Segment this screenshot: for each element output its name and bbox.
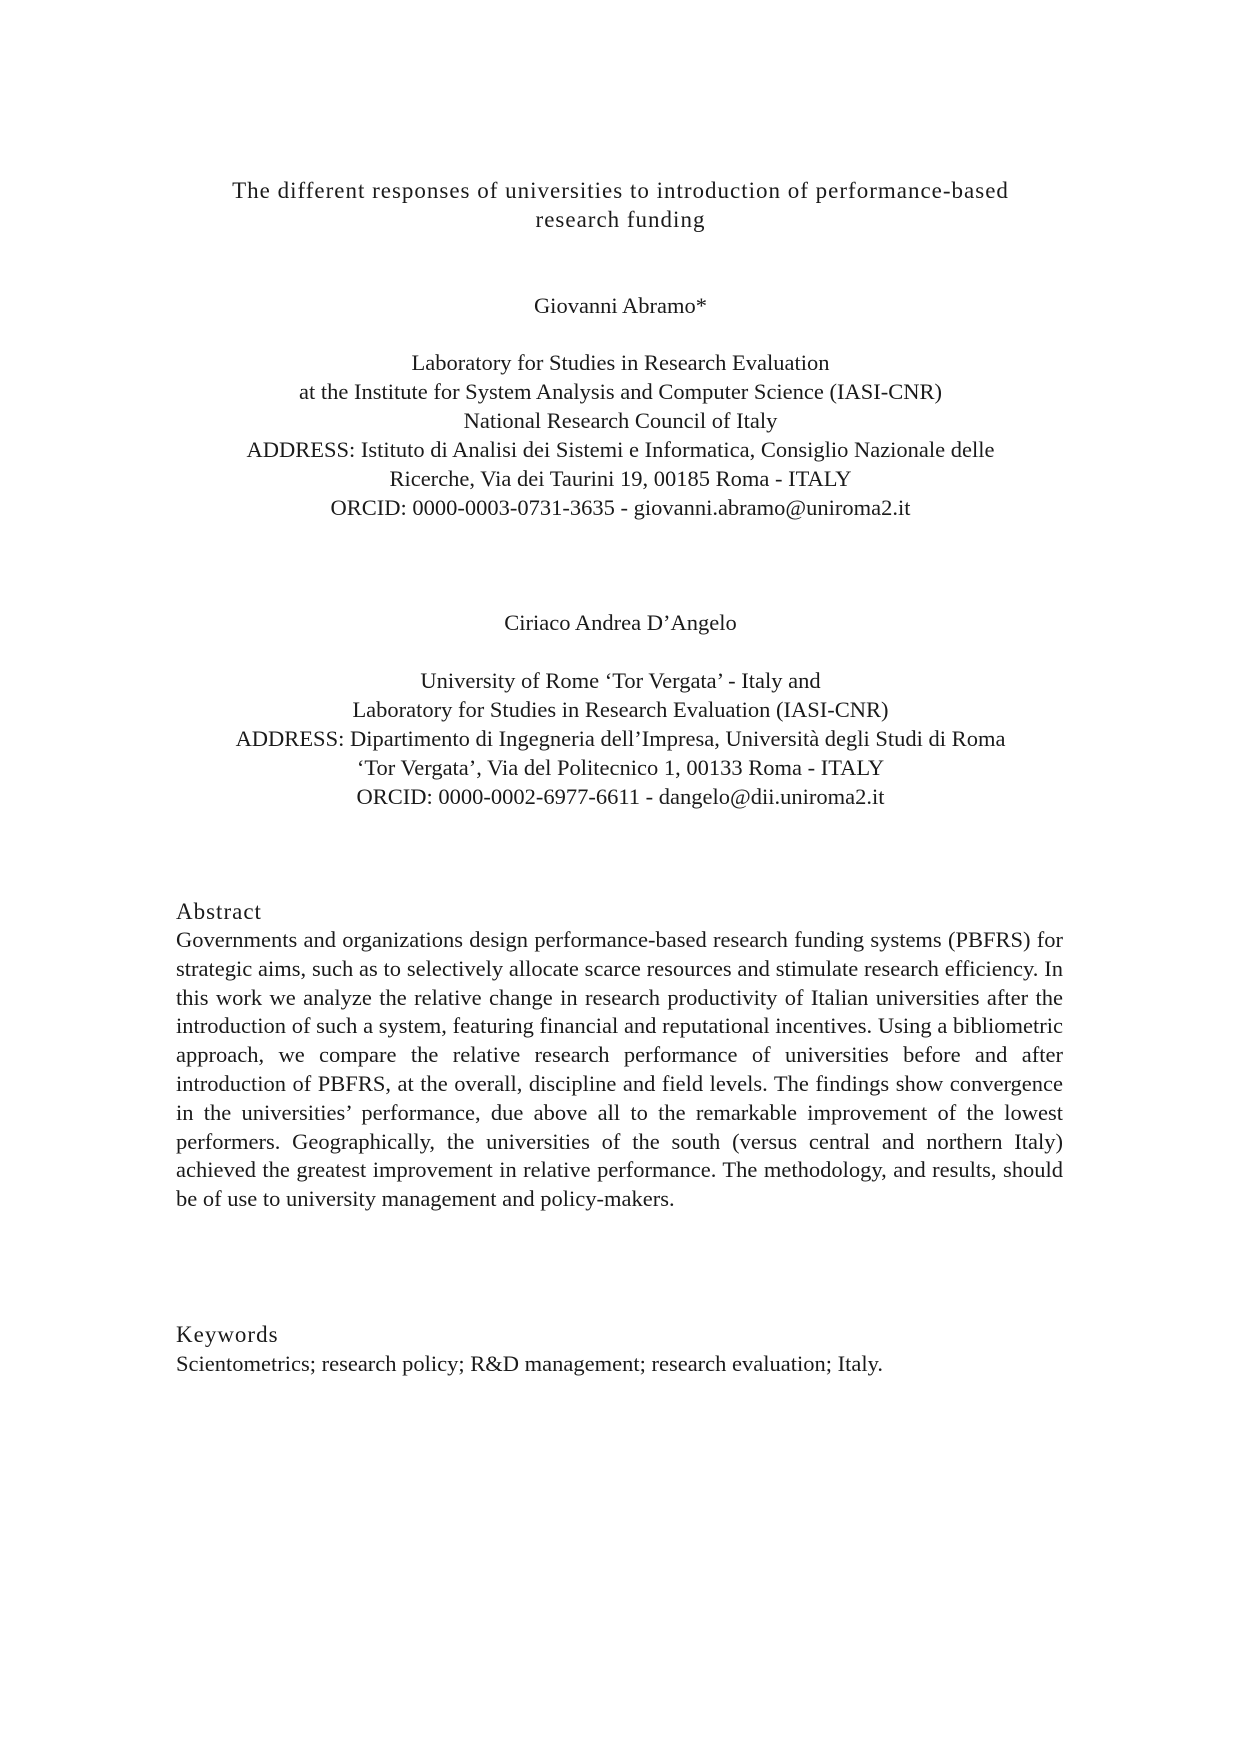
abstract-text: Governments and organizations design performance-based research funding systems (PBFRS) for strategic aims, such as to selectively allocate scarce resources and stimulate research efficiency. In this work we analyze the relative change in research productivity of Italian universities after the introduction of such a system, featuring financial and reputational incentives. Using a bibliometric approach, we compare the relative research performance of universities before and after introduction of PBFRS, at the overall, discipline and field levels. The findings show convergence in the universities’ performance, due above all to the remarkable improvement of the lowest performers. Geographically, the universities of the south (versus central and northern Italy) achieved the greatest improvement in relative performance. The methodology, and results, should be of use to university management and policy-makers. (176, 927, 1063, 1212)
affiliation-line: Laboratory for Studies in Research Evaluation (411, 350, 830, 375)
affiliation-line: ‘Tor Vergata’, Via del Politecnico 1, 00133 Roma - ITALY (356, 755, 885, 780)
author-affiliation (0, 666, 1241, 811)
affiliation-line: ADDRESS: Dipartimento di Ingegneria dell’Impresa, Università degli Studi di Roma (235, 726, 1006, 751)
paper-title-line: research funding (535, 207, 706, 232)
affiliation-line: ADDRESS: Istituto di Analisi dei Sistemi e Informatica, Consiglio Nazionale delle (246, 437, 995, 462)
keywords-text: Scientometrics; research policy; R&D management; research evaluation; Italy. (176, 1351, 884, 1376)
abstract-section (176, 897, 1063, 1214)
affiliation-line: at the Institute for System Analysis and Computer Science (IASI-CNR) (298, 379, 943, 404)
paper-title-line: The different responses of universities to introduction of performance-based (232, 178, 1009, 203)
author-name: Giovanni Abramo* (533, 293, 708, 318)
affiliation-line: ORCID: 0000-0003-0731-3635 - giovanni.abramo@uniroma2.it (330, 495, 911, 520)
author-affiliation (0, 348, 1241, 522)
author-name: Ciriaco Andrea D’Angelo (504, 610, 737, 635)
paper-title (0, 176, 1241, 234)
keywords-heading: Keywords (176, 1322, 279, 1347)
abstract-heading: Abstract (176, 899, 262, 924)
affiliation-line: Ricerche, Via dei Taurini 19, 00185 Roma - ITALY (389, 466, 852, 491)
affiliation-line: National Research Council of Italy (463, 408, 778, 433)
affiliation-line: ORCID: 0000-0002-6977-6611 - dangelo@dii.uniroma2.it (356, 784, 885, 809)
affiliation-line: University of Rome ‘Tor Vergata’ - Italy and (420, 668, 821, 693)
affiliation-line: Laboratory for Studies in Research Evaluation (IASI-CNR) (352, 697, 889, 722)
keywords-section (176, 1320, 1063, 1378)
